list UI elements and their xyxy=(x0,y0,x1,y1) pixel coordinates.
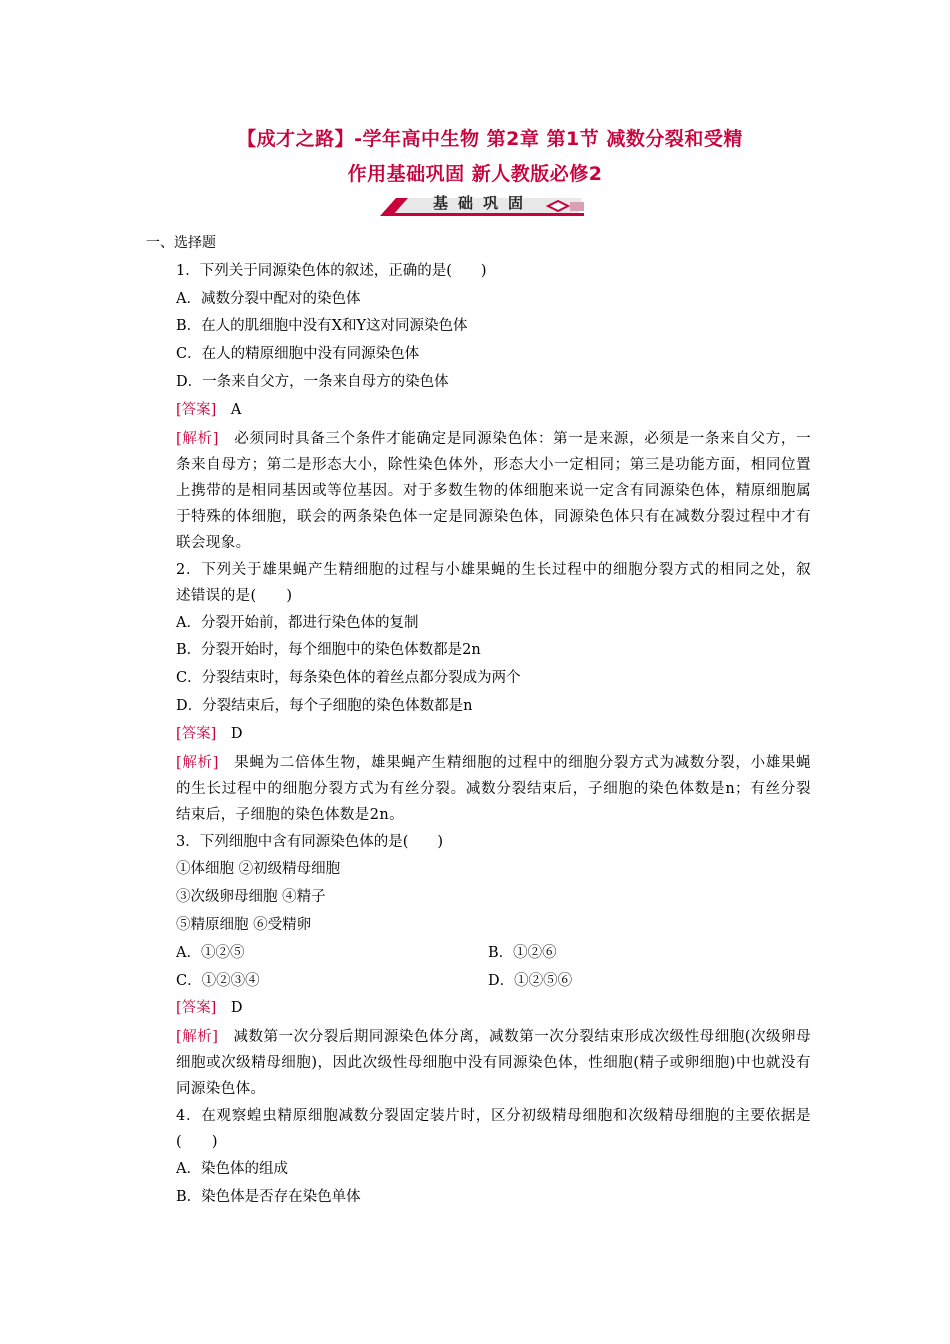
q4-option-a: A．染色体的组成 xyxy=(176,1161,288,1178)
q4-stem: 4．在观察蝗虫精原细胞减数分裂固定装片时，区分初级精母细胞和次级精母细胞的主要依据是( ) xyxy=(176,1108,811,1151)
q3-options-row1 xyxy=(146,940,811,968)
q2-option-b: B．分裂开始时，每个细胞中的染色体数都是2n xyxy=(176,642,481,659)
answer-value: D xyxy=(230,725,243,742)
q2-answer xyxy=(146,721,811,749)
q2-analysis xyxy=(146,750,811,828)
document-title-line1: 【成才之路】-学年高中生物 第2章 第1节 减数分裂和受精 xyxy=(237,128,743,150)
q3-analysis xyxy=(146,1024,811,1102)
q3-options-row2 xyxy=(146,968,811,996)
answer-value: A xyxy=(230,401,242,418)
q1-option-c: C．在人的精原细胞中没有同源染色体 xyxy=(176,346,420,363)
analysis-tag: [解析] xyxy=(176,754,219,771)
analysis-text: 减数第一次分裂后期同源染色体分离，减数第一次分裂结束形成次级性母细胞(次级卵母细胞或次级精母细胞)，因此次级性母细胞中没有同源染色体，性细胞(精子或卵细胞)中也就没有同源染色体。 xyxy=(176,1029,811,1098)
q2-option-d: D．分裂结束后，每个子细胞的染色体数都是n xyxy=(176,697,473,714)
document-title-line2: 作用基础巩固 新人教版必修2 xyxy=(347,163,603,185)
question-content xyxy=(146,230,811,1212)
q3-option-d: D．①②⑤⑥ xyxy=(488,972,573,989)
answer-tag: [答案] xyxy=(176,1000,217,1017)
analysis-tag: [解析] xyxy=(176,1029,219,1046)
q3-item-row3: ⑤精原细胞 ⑥受精卵 xyxy=(176,916,312,933)
q3-item-row2: ③次级卵母细胞 ④精子 xyxy=(176,889,326,906)
q3-option-b: B．①②⑥ xyxy=(488,944,557,961)
q4-option-b: B．染色体是否存在染色单体 xyxy=(176,1188,361,1205)
q2-option-c: C．分裂结束时，每条染色体的着丝点都分裂成为两个 xyxy=(176,670,521,687)
analysis-text: 果蝇为二倍体生物，雄果蝇产生精细胞的过程中的细胞分裂方式为减数分裂，小雄果蝇的生长过程中的细胞分裂方式为有丝分裂。减数分裂结束后，子细胞的染色体数是n；有丝分裂结束后，子细胞的染色体数是2n。 xyxy=(176,754,812,823)
q2-stem: 2．下列关于雄果蝇产生精细胞的过程与小雄果蝇的生长过程中的细胞分裂方式的相同之处，叙述错误的是( ) xyxy=(176,561,811,604)
q1-stem: 1．下列关于同源染色体的叙述，正确的是( ) xyxy=(176,262,487,279)
q3-answer xyxy=(146,995,811,1023)
q1-option-a: A．减数分裂中配对的染色体 xyxy=(176,290,361,307)
q1-answer xyxy=(146,397,811,425)
q3-item-row1: ①体细胞 ②初级精母细胞 xyxy=(176,861,341,878)
analysis-text: 必须同时具备三个条件才能确定是同源染色体：第一是来源，必须是一条来自父方，一条来自母方；第二是形态大小，除性染色体外，形态大小一定相同；第三是功能方面，相同位置上携带的是相同基因或等位基因。对于多数生物的体细胞来说一定含有同源染色体，精原细胞属于特殊的体细胞，联会的两条染色体一定是同源染色体，同源染色体只有在减数分裂过程中才有联会现象。 xyxy=(176,430,812,551)
analysis-tag: [解析] xyxy=(176,430,219,447)
section-heading: 一、选择题 xyxy=(146,235,216,251)
q2-option-a: A．分裂开始前，都进行染色体的复制 xyxy=(176,614,419,631)
section-banner xyxy=(378,192,588,218)
answer-value: D xyxy=(230,1000,243,1017)
answer-tag: [答案] xyxy=(176,725,217,742)
q1-analysis xyxy=(146,426,811,556)
q3-option-a: A．①②⑤ xyxy=(176,944,245,961)
banner-label: 基础巩固 xyxy=(432,194,533,212)
q1-option-d: D．一条来自父方，一条来自母方的染色体 xyxy=(176,373,449,390)
q1-option-b: B．在人的肌细胞中没有X和Y这对同源染色体 xyxy=(176,318,468,335)
q3-option-c: C．①②③④ xyxy=(176,972,260,989)
answer-tag: [答案] xyxy=(176,401,217,418)
q3-stem: 3．下列细胞中含有同源染色体的是( ) xyxy=(176,833,444,850)
